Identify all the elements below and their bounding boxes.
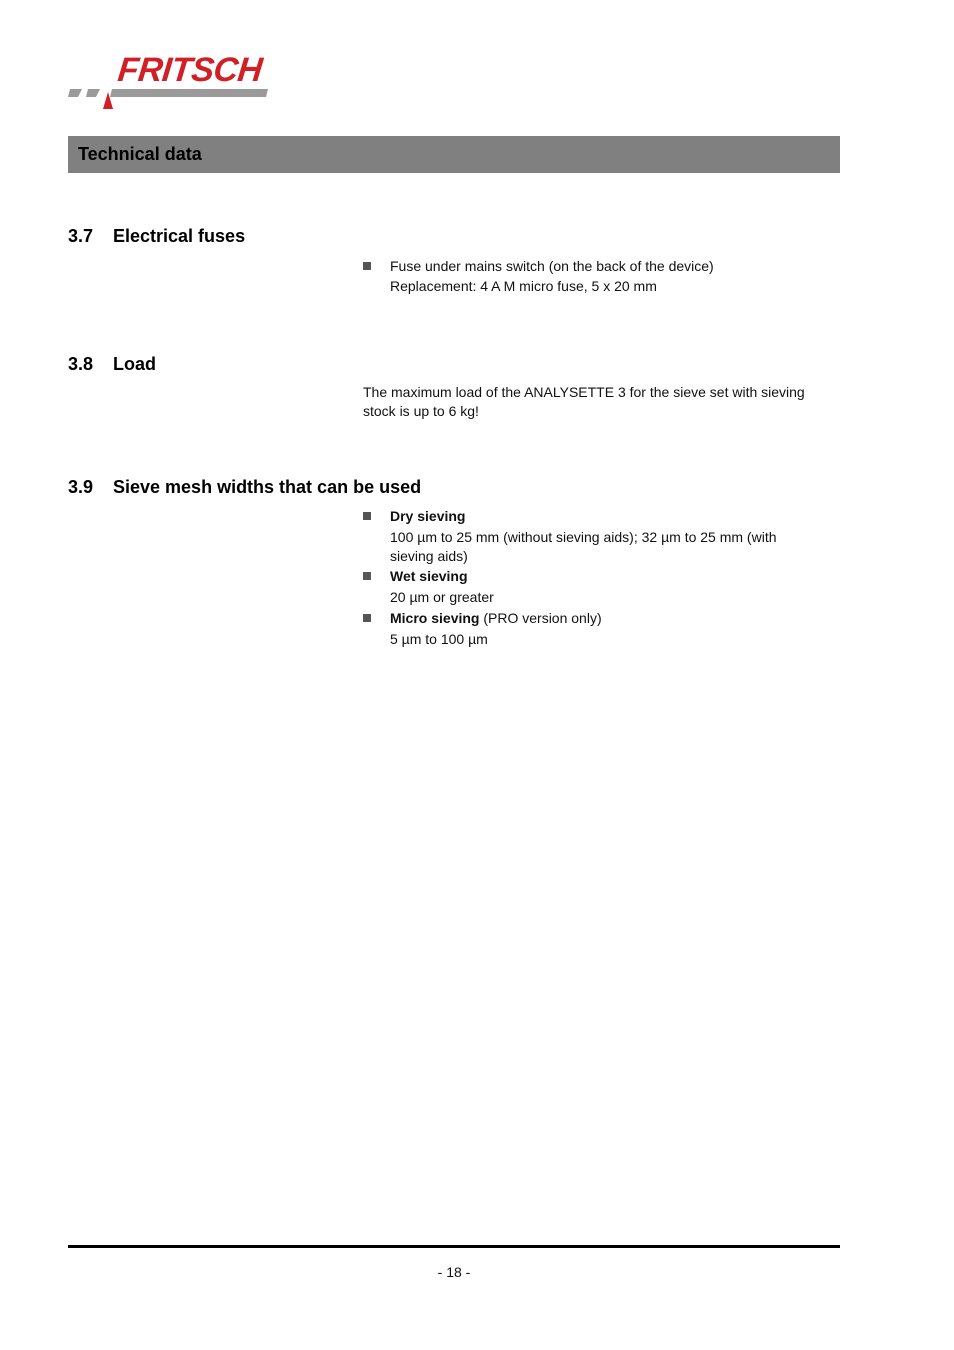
bullet-square-icon <box>363 512 371 520</box>
heading-load <box>68 353 156 375</box>
bullet-detail: Replacement: 4 A M micro fuse, 5 x 20 mm <box>390 278 657 294</box>
heading-number: 3.9 <box>68 477 94 497</box>
heading-text: Load <box>113 354 156 374</box>
bullet-suffix: (PRO version only) <box>479 610 602 626</box>
section-header-bar <box>68 136 840 173</box>
load-paragraph: The maximum load of the ANALYSETTE 3 for the sieve set with sieving stock is up to 6 kg! <box>363 384 805 419</box>
heading-electrical-fuses <box>68 225 245 247</box>
bullet-line: Fuse under mains switch (on the back of the device) <box>390 258 714 274</box>
heading-number: 3.8 <box>68 354 94 374</box>
bullet-square-icon <box>363 614 371 622</box>
bullet-title: Wet sieving <box>390 568 468 584</box>
bullet-detail: 100 µm to 25 mm (without sieving aids); 32 µm to 25 mm (with sieving aids) <box>390 529 777 564</box>
heading-number: 3.7 <box>68 226 94 246</box>
heading-text: Electrical fuses <box>113 226 246 246</box>
heading-sieve-mesh-widths <box>68 476 421 498</box>
heading-text: Sieve mesh widths that can be used <box>113 477 422 497</box>
logo-wordmark: FRITSCH <box>116 51 264 89</box>
bullet-square-icon <box>363 262 371 270</box>
footer-rule <box>68 1245 840 1248</box>
section-title: Technical data <box>78 144 202 164</box>
bullet-title: Dry sieving <box>390 508 466 524</box>
bullet-detail: 20 µm or greater <box>390 589 494 605</box>
bullet-square-icon <box>363 572 371 580</box>
bullet-detail: 5 µm to 100 µm <box>390 631 488 647</box>
page-number: - 18 - <box>437 1264 471 1280</box>
fritsch-logo <box>68 50 288 112</box>
bullet-title: Micro sieving <box>390 610 480 626</box>
